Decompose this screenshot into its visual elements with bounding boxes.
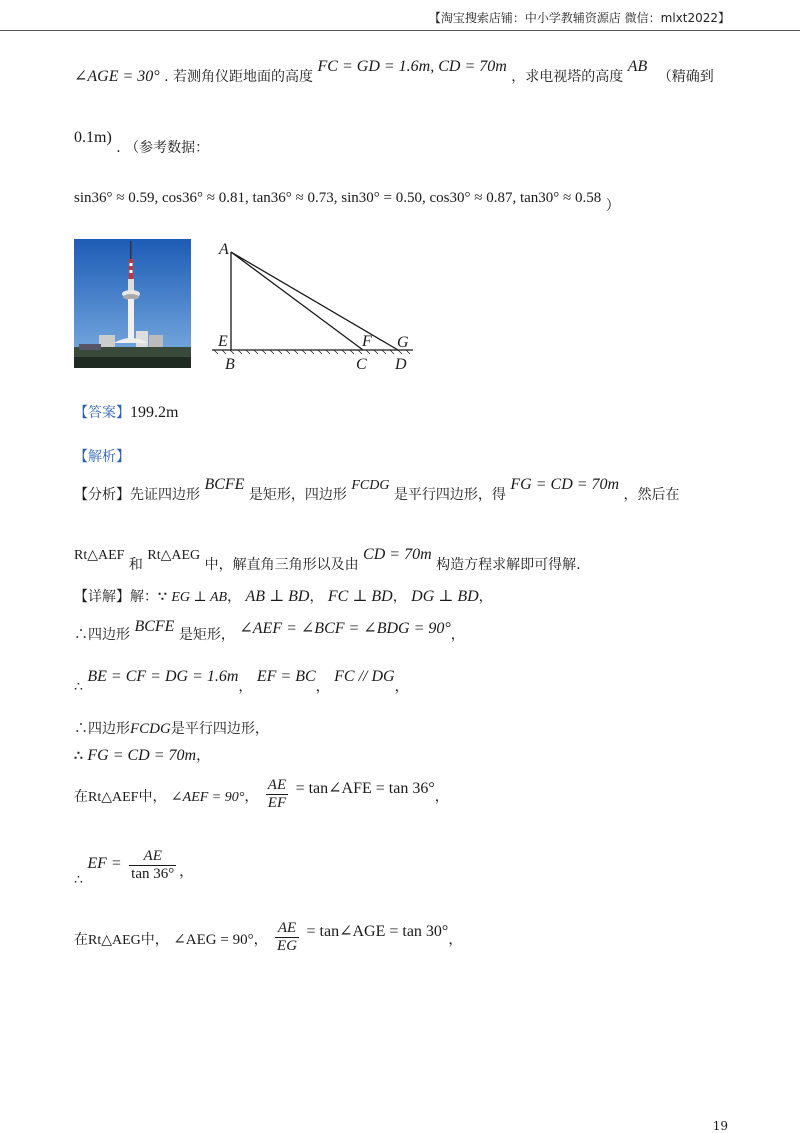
fenxi-he: 和 (128, 557, 143, 573)
label-g: G (397, 334, 409, 351)
sep-comma: ， (478, 589, 493, 605)
be-cf-dg-eq: BE = CF = DG = 1.6m (87, 668, 239, 685)
trig-values: sin36° ≈ 0.59, cos36° ≈ 0.81, tan36° ≈ 0.73, sin30° = 0.50, cos30° ≈ 0.87, tan30° ≈ 0.58 (74, 190, 602, 206)
label-b: B (225, 356, 235, 373)
detail-para-text: 是平行四边形， (170, 721, 269, 737)
sep-comma: ， (253, 931, 268, 948)
rt-aef-detail: Rt△AEF (88, 789, 139, 805)
zai-text: 在 (74, 788, 88, 805)
line-af (231, 252, 363, 350)
sep-comma: ， (196, 748, 211, 764)
sep-comma: ， (434, 788, 449, 805)
fc-parallel-dg: FC // DG (334, 668, 395, 685)
problem-text-1: . 若测角仪距地面的高度 (164, 69, 314, 85)
detail-line-7 (74, 848, 194, 888)
sep-comma: ， (227, 589, 242, 605)
line-ag (231, 252, 398, 350)
fenxi-line-1 (74, 476, 680, 504)
therefore-symbol: ∴ (74, 679, 83, 695)
problem-line-1 (74, 58, 714, 86)
label-f: F (362, 333, 372, 350)
fg-eq-cd-detail: FG = CD = 70m (87, 747, 197, 764)
sep-comma: ， (450, 627, 465, 643)
detail-quad-text-2: 四边形 (88, 721, 130, 737)
segment-ab: AB (627, 58, 648, 75)
zhong-text: 中， (138, 788, 167, 805)
detail-quad-fcdg: FCDG (130, 721, 171, 737)
frac-num: AE (129, 848, 176, 866)
tv-tower-photo (74, 239, 191, 368)
label-a: A (219, 241, 229, 258)
detail-line-5 (74, 745, 210, 765)
fenxi-line-2 (74, 544, 581, 573)
ab-perp-bd: AB ⊥ BD (245, 588, 310, 605)
cd-eq-70: CD = 70m (363, 546, 432, 563)
fg-eq-cd: FG = CD = 70m (510, 476, 620, 493)
reference-data (74, 187, 620, 214)
fenxi-text-5: 中，解直角三角形以及由 (204, 557, 359, 573)
eg-perp-ab: EG ⊥ AB (171, 590, 228, 605)
detail-quad-bcfe: BCFE (134, 618, 175, 635)
frac-num: AE (275, 920, 299, 938)
detail-line-3 (74, 668, 409, 696)
quad-fcdg: FCDG (351, 478, 390, 493)
page-number: 19 (712, 1119, 728, 1133)
sep-comma: ， (309, 589, 324, 605)
detail-rect-text: 是矩形， (178, 627, 235, 643)
sep-comma: ， (244, 788, 259, 805)
detail-line-8 (74, 920, 462, 955)
detail-quad-text: 四边形 (88, 627, 130, 643)
reference-label: . （参考数据： (116, 140, 210, 156)
fraction-ae-ef (266, 777, 288, 812)
ef-eq-bc: EF = BC (256, 668, 316, 685)
sep-comma: ， (238, 679, 253, 695)
fraction-ae-eg (275, 920, 299, 955)
because-symbol: ∵ (158, 589, 167, 605)
detail-line-2 (74, 618, 465, 644)
fraction-ae-tan36 (129, 848, 176, 883)
page-header: 【淘宝搜索店铺：中小学教辅资源店 微信：mlxt2022】 (428, 11, 730, 25)
frac-den: EF (267, 795, 287, 811)
close-paren: ） (605, 198, 620, 214)
answer-line (74, 402, 178, 422)
problem-line-2 (74, 127, 210, 156)
detail-line-1 (74, 586, 493, 606)
fenxi-text-3: 是平行四边形，得 (393, 487, 506, 503)
tan-age-eq: = tan∠AGE = tan 30° (306, 922, 449, 940)
zai-text: 在 (74, 931, 88, 948)
problem-text-2: ，求电视塔的高度 (511, 69, 624, 85)
answer-tag: 【答案】 (74, 405, 130, 421)
sep-comma: ， (315, 679, 330, 695)
detail-line-6 (74, 777, 449, 812)
analysis-tag: 【解析】 (74, 449, 130, 465)
fc-perp-bd: FC ⊥ BD (327, 588, 393, 605)
header-divider (0, 30, 800, 31)
label-c: C (356, 356, 367, 373)
sep-comma: ， (392, 589, 407, 605)
detail-tag: 【详解】 (74, 589, 130, 605)
frac-den: EG (277, 938, 298, 954)
dg-perp-bd: DG ⊥ BD (411, 588, 479, 605)
triangle-diagram (208, 240, 418, 376)
precision-value: 0.1m) (74, 129, 112, 146)
sep-comma: ， (179, 863, 194, 880)
rt-aeg: Rt△AEG (147, 548, 201, 563)
answer-value: 199.2m (130, 404, 179, 421)
fenxi-text-4: ，然后在 (623, 487, 680, 503)
fenxi-text-1: 先证四边形 (130, 487, 200, 503)
fenxi-tag: 【分析】 (74, 487, 130, 503)
angle-age: ∠AGE = 30° (74, 68, 160, 85)
fenxi-text-2: 是矩形，四边形 (248, 487, 347, 503)
detail-line-4 (74, 718, 269, 738)
problem-text-3: （精确到 (657, 69, 714, 85)
tan-afe-eq: = tan∠AFE = tan 36° (295, 779, 435, 797)
fenxi-text-6: 构造方程求解即可得解. (436, 557, 581, 573)
rt-aef: Rt△AEF (74, 548, 125, 563)
therefore-symbol: ∴ (74, 871, 83, 888)
ef-lhs: EF = (87, 854, 122, 872)
given-equation: FC = GD = 1.6m, CD = 70m (317, 58, 507, 75)
therefore-symbol: ∴ (74, 627, 88, 643)
detail-intro: 解： (130, 589, 158, 605)
therefore-symbol: ∴ (74, 721, 88, 737)
angle-aeg-90: ∠AEG = 90° (173, 931, 254, 948)
therefore-symbol: ∴ (74, 748, 83, 764)
quad-bcfe: BCFE (204, 476, 245, 493)
right-angles-eq: ∠AEF = ∠BCF = ∠BDG = 90° (239, 620, 451, 637)
angle-aef-90: ∠AEF = 90° (170, 789, 245, 805)
zhong-text: 中， (140, 931, 169, 948)
rt-aeg-detail: Rt△AEG (88, 932, 141, 948)
label-d: D (395, 356, 407, 373)
sep-comma: ， (394, 679, 409, 695)
label-e: E (218, 333, 228, 350)
frac-den: tan 36° (131, 866, 175, 882)
sep-comma: ， (448, 931, 463, 948)
frac-num: AE (267, 777, 287, 793)
